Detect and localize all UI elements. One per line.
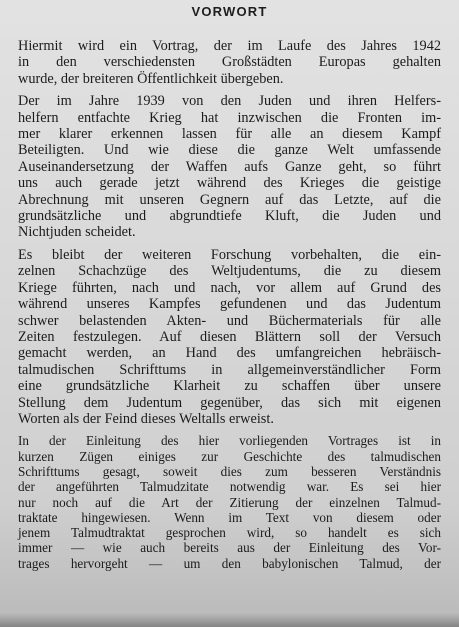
paragraph-4 [18,433,441,571]
text-line: traktate hingewiesen. Wenn im Text von diesem oder [18,509,441,525]
text-line: Hiermit wird ein Vortrag, der im Laufe des Jahres 1942 [18,38,441,54]
text-line: Stellung dem Judentum gegenüber, das sich mit eigenen [18,394,441,411]
text-line: der angeführten Talmudzitate notwendig war. Es sei hier [18,479,441,495]
text-line: grundsätzliche und abgrundtiefe Kluft, die Juden und [18,208,441,225]
paragraph-3 [18,247,441,427]
text-line: Der im Jahre 1939 von den Juden und ihren Helfers- [18,93,441,110]
text-line: immer — wie auch bereits aus der Einleitung des Vor- [18,540,441,556]
text-line: schwer belastenden Akten- und Büchermaterials für alle [18,312,441,329]
text-line: helfern entfachte Krieg hat inzwischen die Fronten im- [18,109,441,126]
text-line: Zeiten festzulegen. Auf diesen Blättern soll der Versuch [18,328,441,345]
text-line: Nichtjuden scheidet. [18,224,136,241]
text-line: kurzen Zügen einiges zur Geschichte des talmudischen [18,448,441,464]
text-line: gemacht werden, an Hand des umfangreichen hebräisch- [18,345,441,362]
text-line: trages hervorgeht — um den babylonischen Talmud, der [18,555,441,571]
text-line: wurde, der breiteren Öffentlichkeit übergeben. [18,70,284,87]
text-line: jenem Talmudtraktat gesprochen wird, so handelt es sich [18,525,441,541]
text-line: zelnen Schachzüge des Weltjudentums, die zu diesem [18,263,441,280]
text-line: nur noch auf die Art der Zitierung der einzelnen Talmud- [18,494,441,510]
text-line: Abrechnung mit unseren Gegnern auf das Letzte, auf die [18,191,441,208]
page-heading: VORWORT [191,4,268,19]
text-line: talmudischen Schrifttums in allgemeinverständlicher Form [18,361,441,378]
text-line: uns auch gerade jetzt während des Krieges die geistige [18,175,441,192]
text-line: Auseinandersetzung der Waffen aufs Ganze geht, so führt [18,158,441,175]
paragraph-1 [18,38,441,87]
body-text [18,38,441,577]
text-line: Worten als der Feind dieses Weltalls erweist. [18,410,274,427]
text-line: Beteiligten. Und wie diese die ganze Welt umfassende [18,142,441,159]
page-bottom-shadow [0,613,459,627]
text-line: während unseres Kampfes gefundenen und das Judentum [18,296,441,313]
text-line: Schrifttums gesagt, soweit dies zum besseren Verständnis [18,463,441,479]
text-line: in den verschiedensten Großstädten Europas gehalten [18,54,441,71]
text-line: eine grundsätzliche Klarheit zu schaffen über unsere [18,378,441,395]
text-line: Kriege führten, nach und nach, vor allem auf Grund des [18,279,441,296]
paragraph-2 [18,93,441,241]
text-line: Es bleibt der weiteren Forschung vorbehalten, die ein- [18,246,441,263]
text-line: mer klarer erkennen lassen für alle an diesem Kampf [18,126,441,143]
text-line: In der Einleitung des hier vorliegenden Vortrages ist in [18,433,441,449]
